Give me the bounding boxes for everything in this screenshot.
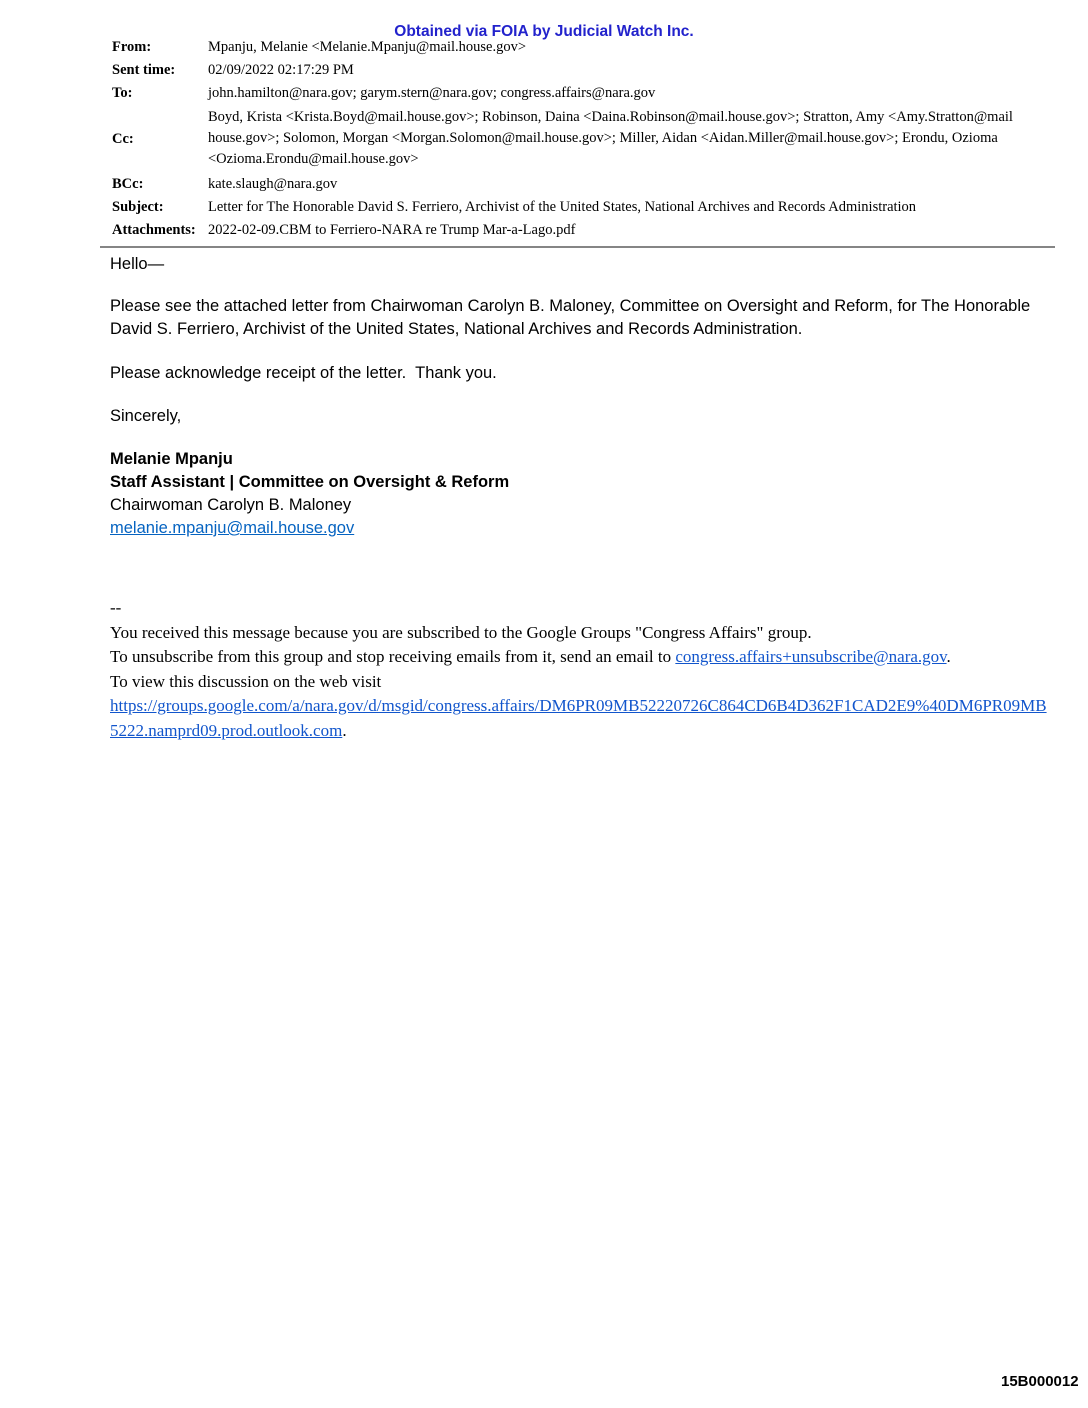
footer-url-period: . — [342, 720, 347, 740]
signature-title: Staff Assistant | Committee on Oversight & Reform — [110, 473, 510, 491]
header-value-sent-time: 02/09/2022 02:17:29 PM — [208, 62, 354, 78]
header-value-from: Mpanju, Melanie <Melanie.Mpanju@mail.house.gov> — [208, 39, 527, 55]
footer-unsubscribe-line — [110, 645, 1055, 670]
signature-email-link[interactable]: melanie.mpanju@mail.house.gov — [110, 519, 355, 537]
header-label-attachments: Attachments: — [112, 222, 196, 238]
signature-chairwoman: Chairwoman Carolyn B. Maloney — [110, 496, 352, 514]
footer-subscribed-line: You received this message because you are subscribed to the Google Groups "Congress Affairs" group. — [110, 622, 812, 642]
header-value-subject: Letter for The Honorable David S. Ferriero, Archivist of the United States, National Archives and Records Administration — [208, 199, 917, 215]
mailing-list-footer — [110, 596, 1055, 743]
greeting: Hello— — [110, 255, 165, 273]
body-paragraph-1: Please see the attached letter from Chairwoman Carolyn B. Maloney, Committee on Oversight and Reform, for The Honorable David S. Ferriero, Archivist of the United States, National Archives and Records Administration. — [110, 297, 1035, 338]
header-row-to — [112, 84, 1020, 102]
header-label-cc: Cc: — [112, 130, 134, 147]
discussion-url-link[interactable]: https://groups.google.com/a/nara.gov/d/msgid/congress.affairs/DM6PR09MB52220726C864CD6B4D362F1CAD2E9%40DM6PR09MB5222.namprd09.prod.outlook.com — [110, 696, 1047, 740]
header-row-from — [112, 38, 1020, 56]
header-row-attachments — [112, 221, 1020, 239]
closing: Sincerely, — [110, 407, 182, 425]
body-paragraph-2: Please acknowledge receipt of the letter. Thank you. — [110, 364, 497, 382]
header-value-cc: Boyd, Krista <Krista.Boyd@mail.house.gov>; Robinson, Daina <Daina.Robinson@mail.house.gov>; Stratton, Amy <Amy.Stratton@mail house.gov>; Solomon, Morgan <Morgan.Solomon@mail.house.gov>; Miller, Aidan <Aidan.Miller@mail.house.gov>; Erondu, Ozioma <Ozioma.Erondu@mail.house.gov> — [208, 109, 1013, 167]
bates-number: 15B000012 — [1001, 1373, 1079, 1390]
header-value-to: john.hamilton@nara.gov; garym.stern@nara.gov; congress.affairs@nara.gov — [208, 85, 656, 101]
signature-separator: -- — [110, 598, 122, 617]
header-value-attachments: 2022-02-09.CBM to Ferriero-NARA re Trump Mar-a-Lago.pdf — [208, 222, 576, 238]
signature-name: Melanie Mpanju — [110, 450, 233, 468]
header-row-sent-time — [112, 61, 1020, 79]
header-row-subject — [112, 198, 1020, 216]
footer-view-discussion-line: To view this discussion on the web visit — [110, 671, 382, 691]
header-label-from: From: — [112, 39, 152, 55]
header-label-sent-time: Sent time: — [112, 62, 176, 78]
footer-unsubscribe-text: To unsubscribe from this group and stop receiving emails from it, send an email to — [110, 647, 676, 666]
header-value-bcc: kate.slaugh@nara.gov — [208, 176, 338, 192]
signature-block — [110, 448, 1055, 540]
email-header-table — [112, 38, 1020, 244]
unsubscribe-email-link[interactable]: congress.affairs+unsubscribe@nara.gov — [675, 647, 947, 666]
footer-discussion-url-line — [110, 694, 1055, 743]
footer-unsubscribe-period: . — [946, 647, 951, 666]
header-label-bcc: BCc: — [112, 176, 144, 192]
header-row-cc — [112, 107, 1020, 170]
header-row-bcc — [112, 175, 1020, 193]
header-body-divider — [100, 246, 1055, 248]
header-label-to: To: — [112, 85, 133, 101]
foia-stamp: Obtained via FOIA by Judicial Watch Inc. — [394, 23, 694, 40]
header-label-subject: Subject: — [112, 199, 164, 215]
email-body — [110, 253, 1055, 540]
